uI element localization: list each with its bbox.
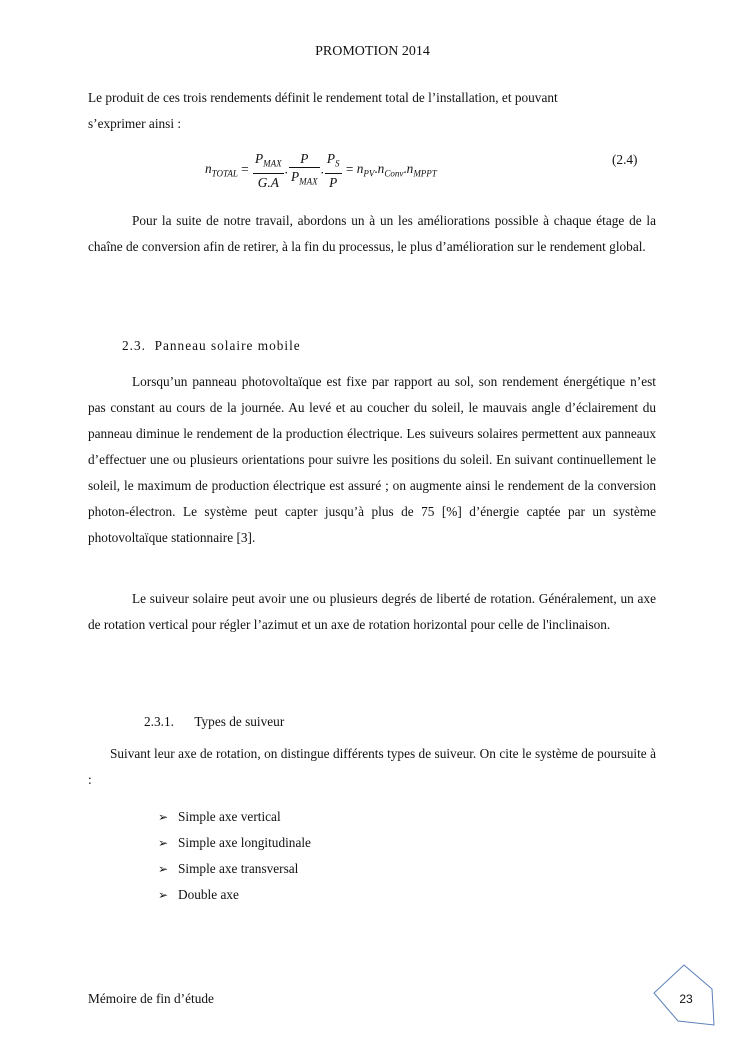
eq-lhs: $n_{TOTAL}$: [205, 161, 238, 180]
panneau-paragraph: Lorsqu’un panneau photovoltaïque est fixe par rapport au sol, son rendement énergétique n’est pas constant au cours de la journée. Au levé et au coucher du soleil, le mauvais angle d’éclairement du panneau diminue le rendement de la production électrique. Les suiveurs solaires permettent aux panneaux d’effectuer une ou plusieurs orientations pour suivre les positions du soleil. En suivant continuellement le soleil, le maximum de production électrique est assuré ; on augmente ainsi le rendement de la conversion photon-électron. Le système peut capter jusqu’à plus de 75 [%] d’énergie captée par un système photovoltaïque stationnaire [3].: [88, 374, 656, 545]
tracker-types-list: [158, 804, 311, 908]
equation-number: (2.4): [612, 152, 638, 167]
eq-fraction-3: $\frac{P_S}{P}$: [326, 151, 340, 190]
suite-paragraph: Pour la suite de notre travail, abordons un à un les améliorations possible à chaque étage de la chaîne de conversion afin de retirer, à la fin du processus, le plus d’amélioration sur le rendement global.: [88, 213, 656, 254]
intro-line-2: s’exprimer ainsi :: [88, 116, 182, 131]
eq-fraction-1: $\frac{P_{MAX}}{G.A}$: [255, 151, 282, 190]
arrow-bullet-icon: ➢: [158, 810, 169, 824]
list-item: ➢ Simple axe vertical: [158, 804, 311, 830]
page-number: 23: [679, 992, 693, 1006]
subsection-number: 2.3.1.: [144, 714, 174, 729]
arrow-bullet-icon: ➢: [158, 862, 169, 876]
subsection-heading: [144, 714, 284, 730]
section-number: 2.3.: [122, 338, 146, 353]
subsection-title: Types de suiveur: [194, 714, 285, 729]
page-header: PROMOTION 2014: [315, 44, 430, 59]
arrow-bullet-icon: ➢: [158, 888, 169, 902]
intro-paragraph: [88, 85, 656, 137]
section-heading: [122, 338, 301, 354]
intro-line-1: Le produit de ces trois rendements définit le rendement total de l’installation, et pouvant: [88, 90, 558, 105]
footer-text: Mémoire de fin d’étude: [88, 991, 214, 1006]
eq-fraction-2: $\frac{P}{P_{MAX}}$: [290, 151, 318, 187]
types-paragraph: Suivant leur axe de rotation, on distingue différents types de suiveur. On cite le système de poursuite à :: [88, 746, 656, 787]
eq-rhs: $n_{PV}.n_{Conv}.n_{MPPT}$: [356, 161, 437, 180]
list-item: ➢ Simple axe transversal: [158, 856, 311, 882]
arrow-bullet-icon: ➢: [158, 836, 169, 850]
eq-equals: =: [241, 161, 249, 177]
list-item: ➢ Simple axe longitudinale: [158, 830, 311, 856]
list-item: ➢ Double axe: [158, 882, 311, 908]
efficiency-equation: $n_{TOTAL}$ = $\frac{P_{MAX}}{G.A}$ . $\frac{P}{P_{MAX}}$ . $\frac{P_S}{P}$ = $n_{PV}.n_{Conv}.n_{MPPT}$: [205, 151, 437, 190]
section-title: Panneau solaire mobile: [154, 338, 301, 353]
suiveur-paragraph: Le suiveur solaire peut avoir une ou plusieurs degrés de liberté de rotation. Généralement, un axe de rotation vertical pour régler l’azimut et un axe de rotation horizontal pour celle de l'inclinaison.: [88, 591, 656, 632]
